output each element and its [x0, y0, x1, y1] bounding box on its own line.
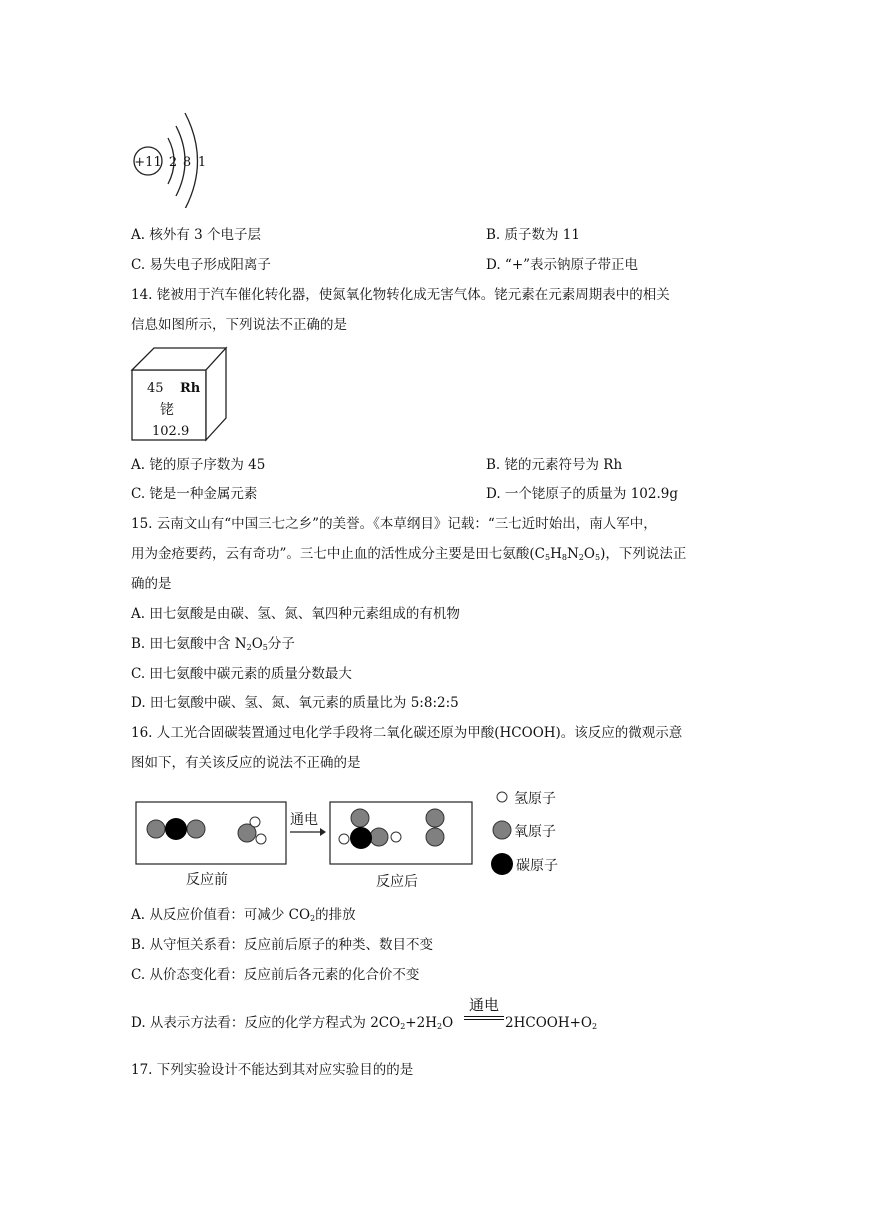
- q16-stem-line1: 16. 人工光合固碳装置通过电化学手段将二氧化碳还原为甲酸(HCOOH)。该反应的微观示意: [131, 725, 683, 741]
- rhodium-atomic-number: 45: [147, 381, 164, 396]
- q14-option-d: D. 一个铑原子的质量为 102.9g: [486, 486, 679, 502]
- q16-option-d: D. 从表示方法看：反应的化学方程式为 $2CO_2+2H_2O$: [131, 1015, 454, 1031]
- q15-stem-line2: 用为金疮要药，云有奇功”。三七中止血的活性成分主要是田七氨酸$(C_5H_8N_2O_5)$，下列说法正: [131, 546, 687, 562]
- q13-option-a: A. 核外有 3 个电子层: [131, 227, 262, 243]
- q15-stem-line1: 15. 云南文山有“中国三七之乡”的美誉。《本草纲目》记载：“三七近时始出，南人军中，: [131, 516, 657, 532]
- q13-option-b: B. 质子数为 11: [486, 227, 580, 243]
- tianqi-acid-formula: $C_5H_8N_2O_5$: [534, 546, 601, 562]
- q14-stem-line2: 信息如图所示，下列说法不正确的是: [131, 317, 347, 333]
- equation-condition: 通电: [464, 996, 504, 1020]
- q16-stem-line2: 图如下，有关该反应的说法不正确的是: [131, 755, 361, 771]
- rhodium-symbol: Rh: [180, 381, 201, 396]
- q15-stem-line3: 确的是: [131, 576, 172, 592]
- before-label: 反应前: [186, 872, 228, 888]
- legend-carbon: 碳原子: [516, 858, 558, 874]
- q13-option-c: C. 易失电子形成阳离子: [131, 257, 271, 273]
- q15-option-a: A. 田七氨酸是由碳、氢、氮、氧四种元素组成的有机物: [131, 606, 460, 622]
- nucleus-label: +11: [134, 155, 162, 170]
- rhodium-name: 铑: [160, 402, 174, 418]
- reaction-micro-diagram: [134, 782, 574, 894]
- q16-option-a: A. 从反应价值看：可减少 $CO_2$的排放: [131, 907, 356, 923]
- shell-3-count: 1: [197, 155, 207, 170]
- q17-stem-line1: 17. 下列实验设计不能达到其对应实验目的的是: [131, 1062, 414, 1078]
- q14-option-a: A. 铑的原子序数为 45: [131, 457, 266, 473]
- q16-option-c: C. 从价态变化看：反应前后各元素的化合价不变: [131, 967, 420, 983]
- rhodium-atomic-mass: 102.9: [152, 424, 190, 439]
- q14-option-c: C. 铑是一种金属元素: [131, 486, 258, 502]
- q14-stem-line1: 14. 铑被用于汽车催化转化器，使氮氧化物转化成无害气体。铑元素在元素周期表中的相关: [131, 287, 670, 303]
- legend-hydrogen: 氢原子: [514, 791, 556, 807]
- q15-option-d: D. 田七氨酸中碳、氢、氮、氧元素的质量比为 5:8:2:5: [131, 695, 459, 711]
- arrow-label: 通电: [290, 812, 318, 828]
- q15-option-b: B. 田七氨酸中含 $N_2O_5$分子: [131, 636, 295, 652]
- sodium-atom-diagram: [128, 108, 218, 208]
- q16-option-d-product: $2HCOOH+O_2$: [505, 1015, 598, 1031]
- legend-oxygen: 氧原子: [514, 824, 556, 840]
- shell-1-count: 2: [168, 155, 178, 170]
- q16-option-b: B. 从守恒关系看：反应前后原子的种类、数目不变: [131, 937, 434, 953]
- q13-option-d: D. “+”表示钠原子带正电: [486, 257, 639, 273]
- shell-2-count: 8: [182, 155, 192, 170]
- q14-option-b: B. 铑的元素符号为 Rh: [486, 457, 623, 473]
- rhodium-element-cell: [130, 346, 230, 444]
- after-label: 反应后: [376, 874, 418, 890]
- q15-option-c: C. 田七氨酸中碳元素的质量分数最大: [131, 666, 352, 682]
